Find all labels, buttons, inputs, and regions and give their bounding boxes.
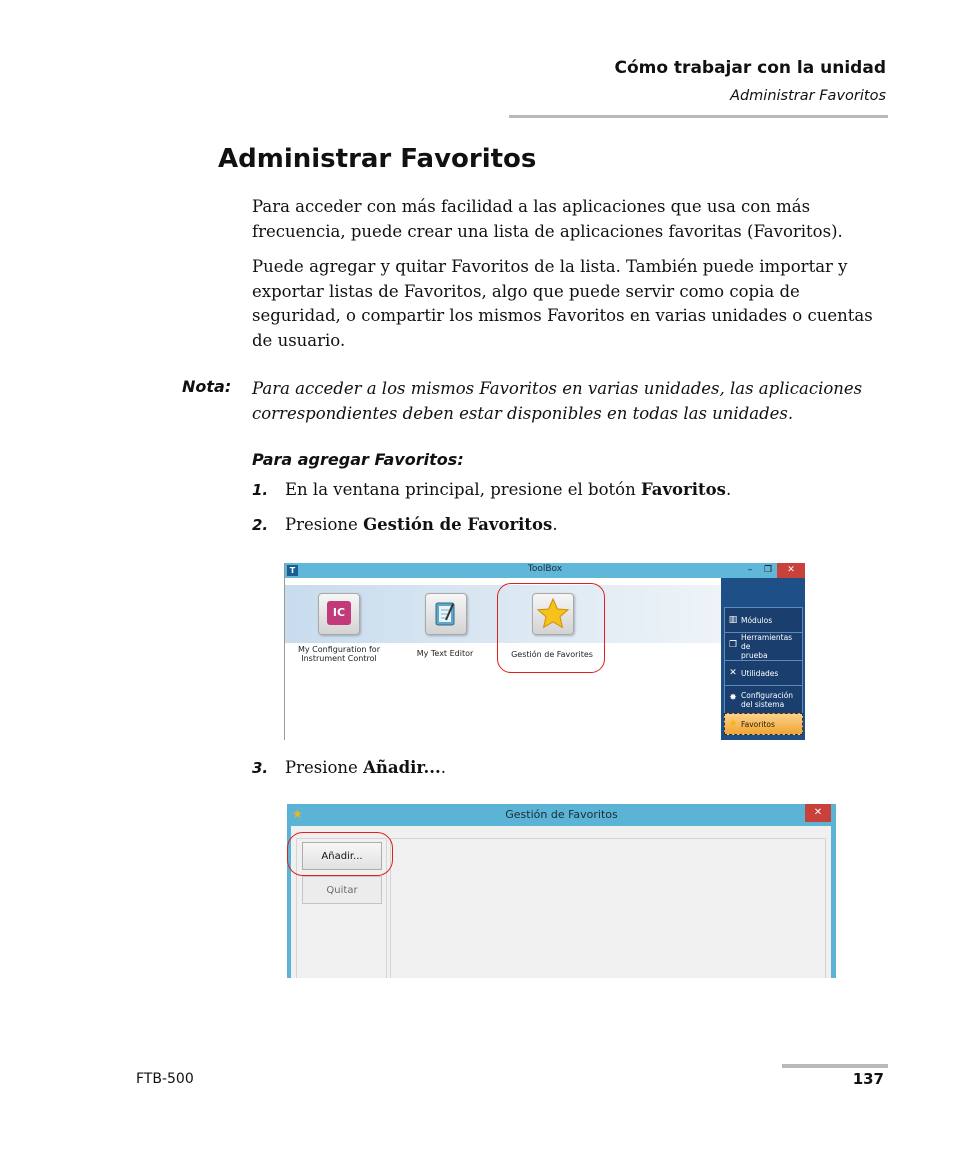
side-item-label bbox=[741, 686, 793, 713]
minimize-button[interactable]: – bbox=[747, 565, 753, 575]
app-label-my-configuration bbox=[289, 645, 389, 663]
page-title: Administrar Favoritos bbox=[218, 144, 537, 174]
close-button[interactable]: ✕ bbox=[777, 563, 805, 578]
side-item-line: Configuración bbox=[741, 690, 794, 700]
side-item-favoritos[interactable] bbox=[724, 713, 803, 735]
highlight-oval bbox=[497, 583, 605, 673]
ic-icon: IC bbox=[327, 601, 351, 625]
add-button[interactable]: Añadir... bbox=[302, 842, 382, 870]
restore-button[interactable]: ❐ bbox=[763, 565, 773, 575]
section-subtitle: Administrar Favoritos bbox=[730, 88, 886, 104]
gear-icon: ✸ bbox=[729, 693, 737, 703]
chapter-title: Cómo trabajar con la unidad bbox=[614, 58, 886, 78]
step-3 bbox=[252, 758, 446, 777]
step-keyword: Gestión de Favoritos bbox=[363, 515, 553, 534]
toolbox-logo-icon: T bbox=[287, 565, 298, 576]
highlight-oval bbox=[287, 832, 393, 876]
tools-window-icon: ❐ bbox=[728, 640, 738, 650]
side-item-herramientas[interactable] bbox=[724, 632, 803, 661]
intro-paragraph: Para acceder con más facilidad a las aplicaciones que usa con más frecuencia, puede crear una lista de aplicaciones favoritas (Favoritos). bbox=[252, 197, 843, 241]
description-paragraph: Puede agregar y quitar Favoritos de la lista. También puede importar y exportar listas de Favoritos, algo que puede servir como copia de seguridad, o compartir los mismos Favoritos en varias unidades o cuentas de usuario. bbox=[252, 257, 873, 350]
side-item-utilidades[interactable] bbox=[724, 660, 803, 686]
star-icon: ★ bbox=[728, 719, 738, 729]
footer-rule bbox=[782, 1064, 888, 1068]
gestion-window bbox=[287, 804, 836, 978]
step-text: En la ventana principal, presione el botón bbox=[285, 480, 641, 499]
favorites-list-panel bbox=[390, 838, 826, 978]
step-keyword: Añadir... bbox=[363, 758, 441, 777]
toolbox-window-title: ToolBox bbox=[527, 564, 563, 574]
side-item-label bbox=[741, 633, 802, 660]
star-icon: ★ bbox=[292, 807, 303, 821]
step-text: Presione bbox=[285, 758, 364, 777]
side-item-line: Módulos bbox=[741, 615, 773, 625]
side-item-configuracion[interactable] bbox=[724, 685, 803, 714]
side-item-modulos[interactable] bbox=[724, 607, 803, 633]
remove-button[interactable]: Quitar bbox=[302, 876, 382, 904]
page-number: 137 bbox=[852, 1070, 884, 1088]
close-button[interactable]: ✕ bbox=[805, 804, 831, 822]
step-punct: . bbox=[440, 758, 447, 777]
procedure-title: Para agregar Favoritos: bbox=[252, 450, 464, 469]
side-item-label bbox=[741, 661, 778, 685]
step-number: 3. bbox=[252, 759, 269, 777]
note-label: Nota: bbox=[182, 377, 232, 396]
footer-product: FTB-500 bbox=[136, 1071, 194, 1087]
side-item-label bbox=[741, 714, 775, 734]
gestion-window-title: Gestión de Favoritos bbox=[505, 808, 618, 821]
app-my-text-editor[interactable] bbox=[425, 593, 467, 635]
utilities-icon: ✕ bbox=[729, 668, 737, 678]
step-1 bbox=[252, 480, 731, 499]
step-number: 2. bbox=[252, 516, 269, 534]
side-item-line: Herramientas de bbox=[741, 633, 793, 651]
toolbox-window bbox=[284, 563, 805, 740]
header-rule bbox=[509, 115, 888, 118]
note-text: Para acceder a los mismos Favoritos en varias unidades, las aplicaciones correspondientes deben estar disponibles en todas las unidades. bbox=[252, 379, 863, 423]
side-item-label bbox=[741, 608, 772, 632]
side-item-line: prueba bbox=[741, 651, 768, 660]
side-item-line: del sistema bbox=[741, 699, 785, 709]
step-punct: . bbox=[552, 515, 558, 534]
notepad-icon bbox=[426, 594, 466, 634]
app-label-line: Instrument Control bbox=[301, 654, 377, 663]
app-label-my-text-editor: My Text Editor bbox=[416, 649, 474, 658]
step-number: 1. bbox=[252, 481, 269, 499]
side-menu bbox=[721, 578, 805, 740]
module-icon: ▥ bbox=[728, 615, 738, 625]
step-2 bbox=[252, 515, 558, 534]
step-text: Presione bbox=[285, 515, 364, 534]
app-label-gestion-favorites: Gestión de Favorites bbox=[511, 650, 593, 659]
step-punct: . bbox=[725, 480, 732, 499]
side-item-line: Utilidades bbox=[741, 668, 779, 678]
step-keyword: Favoritos bbox=[640, 480, 726, 499]
app-my-configuration[interactable] bbox=[318, 593, 360, 635]
side-item-line: Favoritos bbox=[741, 719, 775, 729]
app-label-line: My Configuration for bbox=[298, 645, 380, 654]
